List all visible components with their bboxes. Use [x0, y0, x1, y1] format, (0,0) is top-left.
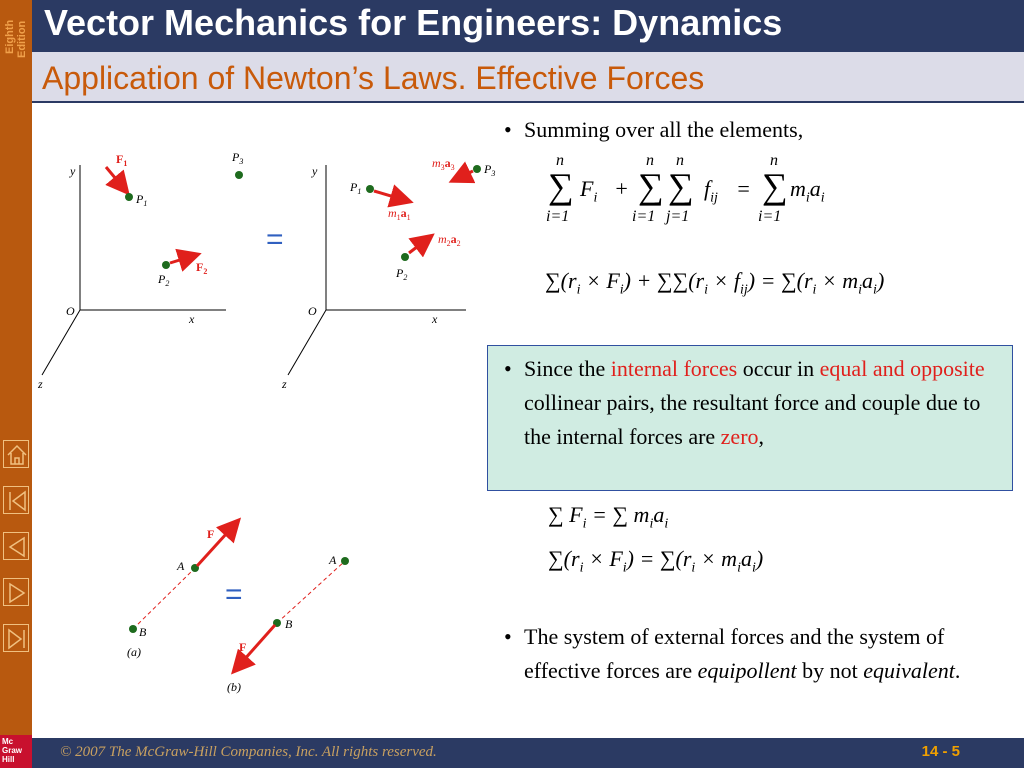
force-f-arrow	[197, 522, 237, 566]
limit-n: n	[770, 152, 778, 169]
particle-p3	[473, 165, 481, 173]
logo-line: Hill	[2, 755, 15, 764]
plus-sign: +	[614, 176, 629, 201]
force-f2-label: $F_2$	[196, 260, 208, 276]
particle-p1	[366, 185, 374, 193]
highlight-internal-forces: internal forces	[610, 356, 738, 381]
edition-label	[2, 2, 30, 62]
bullet-internal	[504, 352, 994, 454]
particle-a	[341, 557, 349, 565]
force-f-label: F	[239, 640, 247, 654]
particle-p2	[162, 261, 170, 269]
next-slide-button[interactable]	[3, 578, 29, 606]
equation-moment-sum: $\sum(r_i \times F_i) + \sum\sum(r_i \times f_{ij}) = \sum(r_i \times m_ia_i)$	[545, 268, 885, 298]
axis-y-label: y	[70, 164, 76, 178]
line-of-action	[133, 568, 195, 629]
footer-bar	[32, 738, 1024, 768]
limit-j: j=1	[666, 208, 690, 225]
logo-line: Mc	[2, 737, 14, 746]
axis-x-label: x	[189, 312, 195, 326]
limit-i: i=1	[546, 208, 570, 225]
m2a2-arrow	[409, 237, 430, 253]
a-label: A	[329, 553, 337, 567]
m3a3-label: $m_3a_3$	[432, 156, 455, 172]
m3a3-arrow	[454, 171, 473, 180]
sum-sign: ∑	[668, 166, 694, 206]
text-run: occur in	[737, 356, 820, 381]
caption-b: (b)	[227, 680, 241, 694]
equation-moment-result: $\sum(r_i \times F_i) = \sum(r_i \times m_ia_i)$	[548, 546, 764, 576]
axis-x-label: x	[432, 312, 438, 326]
particle-p2	[401, 253, 409, 261]
b-label: B	[285, 617, 293, 631]
text-run: .	[954, 658, 961, 683]
force-f1-arrow	[106, 167, 126, 191]
p3-label: $P_3$	[232, 150, 244, 166]
copyright-text: © 2007 The McGraw-Hill Companies, Inc. All rights reserved.	[60, 744, 437, 760]
bullet-dot: •	[504, 624, 512, 649]
sum-sign: ∑	[638, 166, 664, 206]
origin-label: O	[66, 304, 75, 318]
force-f1-label: $F_1$	[116, 152, 128, 168]
page-number: 14 - 5	[921, 743, 960, 760]
home-icon	[4, 441, 30, 469]
term-equipollent: equipollent	[697, 658, 797, 683]
title-bar	[32, 0, 1024, 52]
force-f2-arrow	[170, 255, 196, 263]
axis-z-label: z	[38, 377, 43, 391]
term-fi: $F_i$	[580, 176, 598, 206]
last-slide-button[interactable]	[3, 624, 29, 652]
bullet-dot: •	[504, 356, 512, 381]
text-run: by not	[796, 658, 864, 683]
p3-label: $P_3$	[484, 162, 496, 178]
equals-sign: =	[266, 223, 284, 256]
sum-sign: ∑	[762, 166, 788, 206]
first-slide-icon	[4, 487, 30, 515]
highlight-equal-opposite: equal and opposite	[819, 356, 985, 381]
force-f-label: F	[207, 527, 215, 541]
m2a2-label: $m_2a_2$	[438, 232, 461, 248]
slide-subtitle: Application of Newton’s Laws. Effective Forces	[42, 60, 705, 96]
subtitle-bar	[32, 52, 1024, 103]
particle-p3	[235, 171, 243, 179]
p1-label: $P_1$	[136, 192, 148, 208]
text-run: collinear pairs, the resultant force and couple due to the internal forces are	[524, 390, 981, 449]
origin-label: O	[308, 304, 317, 318]
sidebar	[0, 0, 32, 768]
m1a1-arrow	[374, 191, 408, 201]
limit-i: i=1	[632, 208, 656, 225]
edition-line2: Edition	[16, 20, 28, 58]
a-label: A	[177, 559, 185, 573]
equals-sign: =	[736, 176, 751, 201]
previous-slide-icon	[4, 533, 30, 561]
limit-i: i=1	[758, 208, 782, 225]
p1-label: $P_1$	[350, 180, 362, 196]
equation-force-sum	[540, 152, 860, 232]
bullet-text: Summing over all the elements,	[524, 117, 804, 142]
m1a1-label: $m_1a_1$	[388, 206, 411, 222]
limit-n: n	[556, 152, 564, 169]
edition-line1: Eighth	[4, 19, 16, 54]
axis-z-label: z	[282, 377, 287, 391]
particle-p1	[125, 193, 133, 201]
particle-b	[129, 625, 137, 633]
limit-n: n	[646, 152, 654, 169]
first-slide-button[interactable]	[3, 486, 29, 514]
logo-line: Graw	[2, 746, 23, 755]
bullet-dot: •	[504, 117, 512, 142]
term-miai: $m_ia_i$	[790, 176, 825, 206]
text-run: Since the	[524, 356, 611, 381]
term-equivalent: equivalent	[863, 658, 955, 683]
b-label: B	[139, 625, 147, 639]
p2-label: $P_2$	[158, 272, 170, 288]
sum-sign: ∑	[548, 166, 574, 206]
home-button[interactable]	[3, 440, 29, 468]
line-of-action	[277, 561, 345, 623]
p2-label: $P_2$	[396, 266, 408, 282]
next-slide-icon	[4, 579, 30, 607]
bullet-summing	[504, 113, 1004, 147]
slide-title: Vector Mechanics for Engineers: Dynamics	[44, 2, 783, 43]
previous-slide-button[interactable]	[3, 532, 29, 560]
last-slide-icon	[4, 625, 30, 653]
mcgraw-hill-logo	[0, 735, 32, 768]
equation-force-result: ∑ $F_i$ = ∑ $m_ia_i$	[548, 502, 669, 532]
equals-sign: =	[225, 578, 243, 611]
term-fij: $f_{ij}$	[704, 176, 718, 206]
bullet-equipollent	[504, 620, 1004, 688]
axis-y-label: y	[312, 164, 318, 178]
limit-n: n	[676, 152, 684, 169]
highlight-zero: zero	[720, 424, 759, 449]
internal-forces-note	[487, 345, 1013, 491]
caption-a: (a)	[127, 645, 141, 659]
text-run: The system of external forces and the system of effective forces are	[524, 624, 945, 683]
right-axes	[288, 165, 466, 375]
text-run: ,	[758, 424, 765, 449]
figure-particle-system	[36, 145, 506, 400]
figure-collinear-forces	[115, 508, 365, 698]
